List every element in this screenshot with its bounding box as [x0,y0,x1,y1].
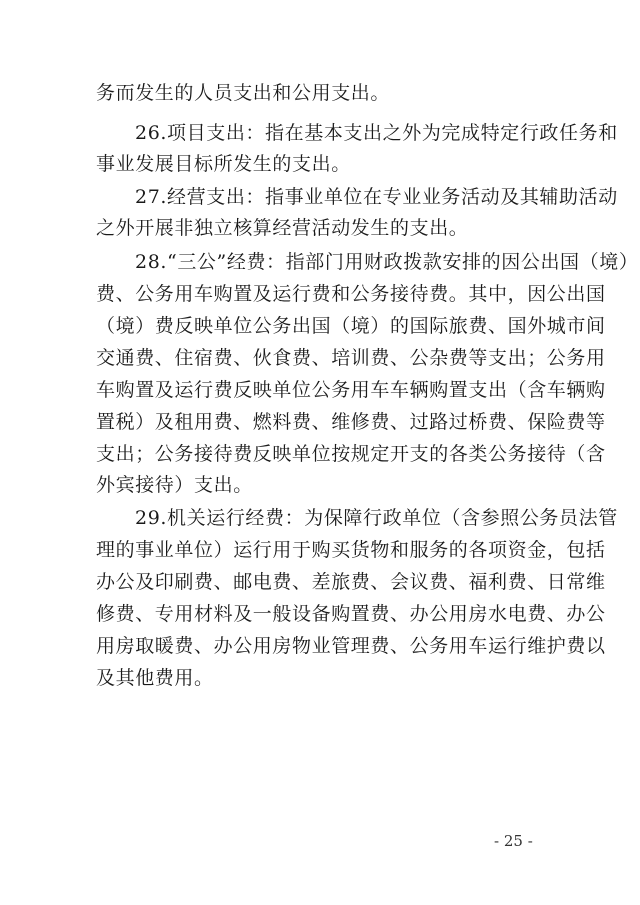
text-line: 外宾接待）支出。 [96,474,253,496]
text-line: 事业发展目标所发生的支出。 [96,153,351,175]
text-line: 修费、专用材料及一般设备购置费、办公用房水电费、办公 [96,603,606,625]
text-line: 车购置及运行费反映单位公务用车车辆购置支出（含车辆购 [96,379,606,401]
text-line: 费、公务用车购置及运行费和公务接待费。其中，因公出国 [96,283,606,305]
text-line: 27.经营支出：指事业单位在专业业务活动及其辅助活动 [135,186,618,208]
text-line: 交通费、住宿费、伙食费、培训费、公杂费等支出；公务用 [96,347,606,369]
text-line: 理的事业单位）运行用于购买货物和服务的各项资金，包括 [96,539,606,561]
text-line: 29.机关运行经费：为保障行政单位（含参照公务员法管 [135,507,618,529]
text-line: 办公及印刷费、邮电费、差旅费、会议费、福利费、日常维 [96,571,606,593]
text-line: 支出；公务接待费反映单位按规定开支的各类公务接待（含 [96,443,606,465]
text-line: 之外开展非独立核算经营活动发生的支出。 [96,217,469,239]
text-line: 用房取暖费、办公用房物业管理费、公务用车运行维护费以 [96,635,606,657]
text-line: 及其他费用。 [96,667,214,689]
text-line: 置税）及租用费、燃料费、维修费、过路过桥费、保险费等 [96,411,606,433]
page-number: - 25 - [494,832,533,850]
text-line: （境）费反映单位公务出国（境）的国际旅费、国外城市间 [96,315,606,337]
text-line: 26.项目支出：指在基本支出之外为完成特定行政任务和 [135,122,618,144]
text-line: 务而发生的人员支出和公用支出。 [96,82,391,104]
text-line: 28.“三公”经费：指部门用财政拨款安排的因公出国（境） [135,251,639,273]
